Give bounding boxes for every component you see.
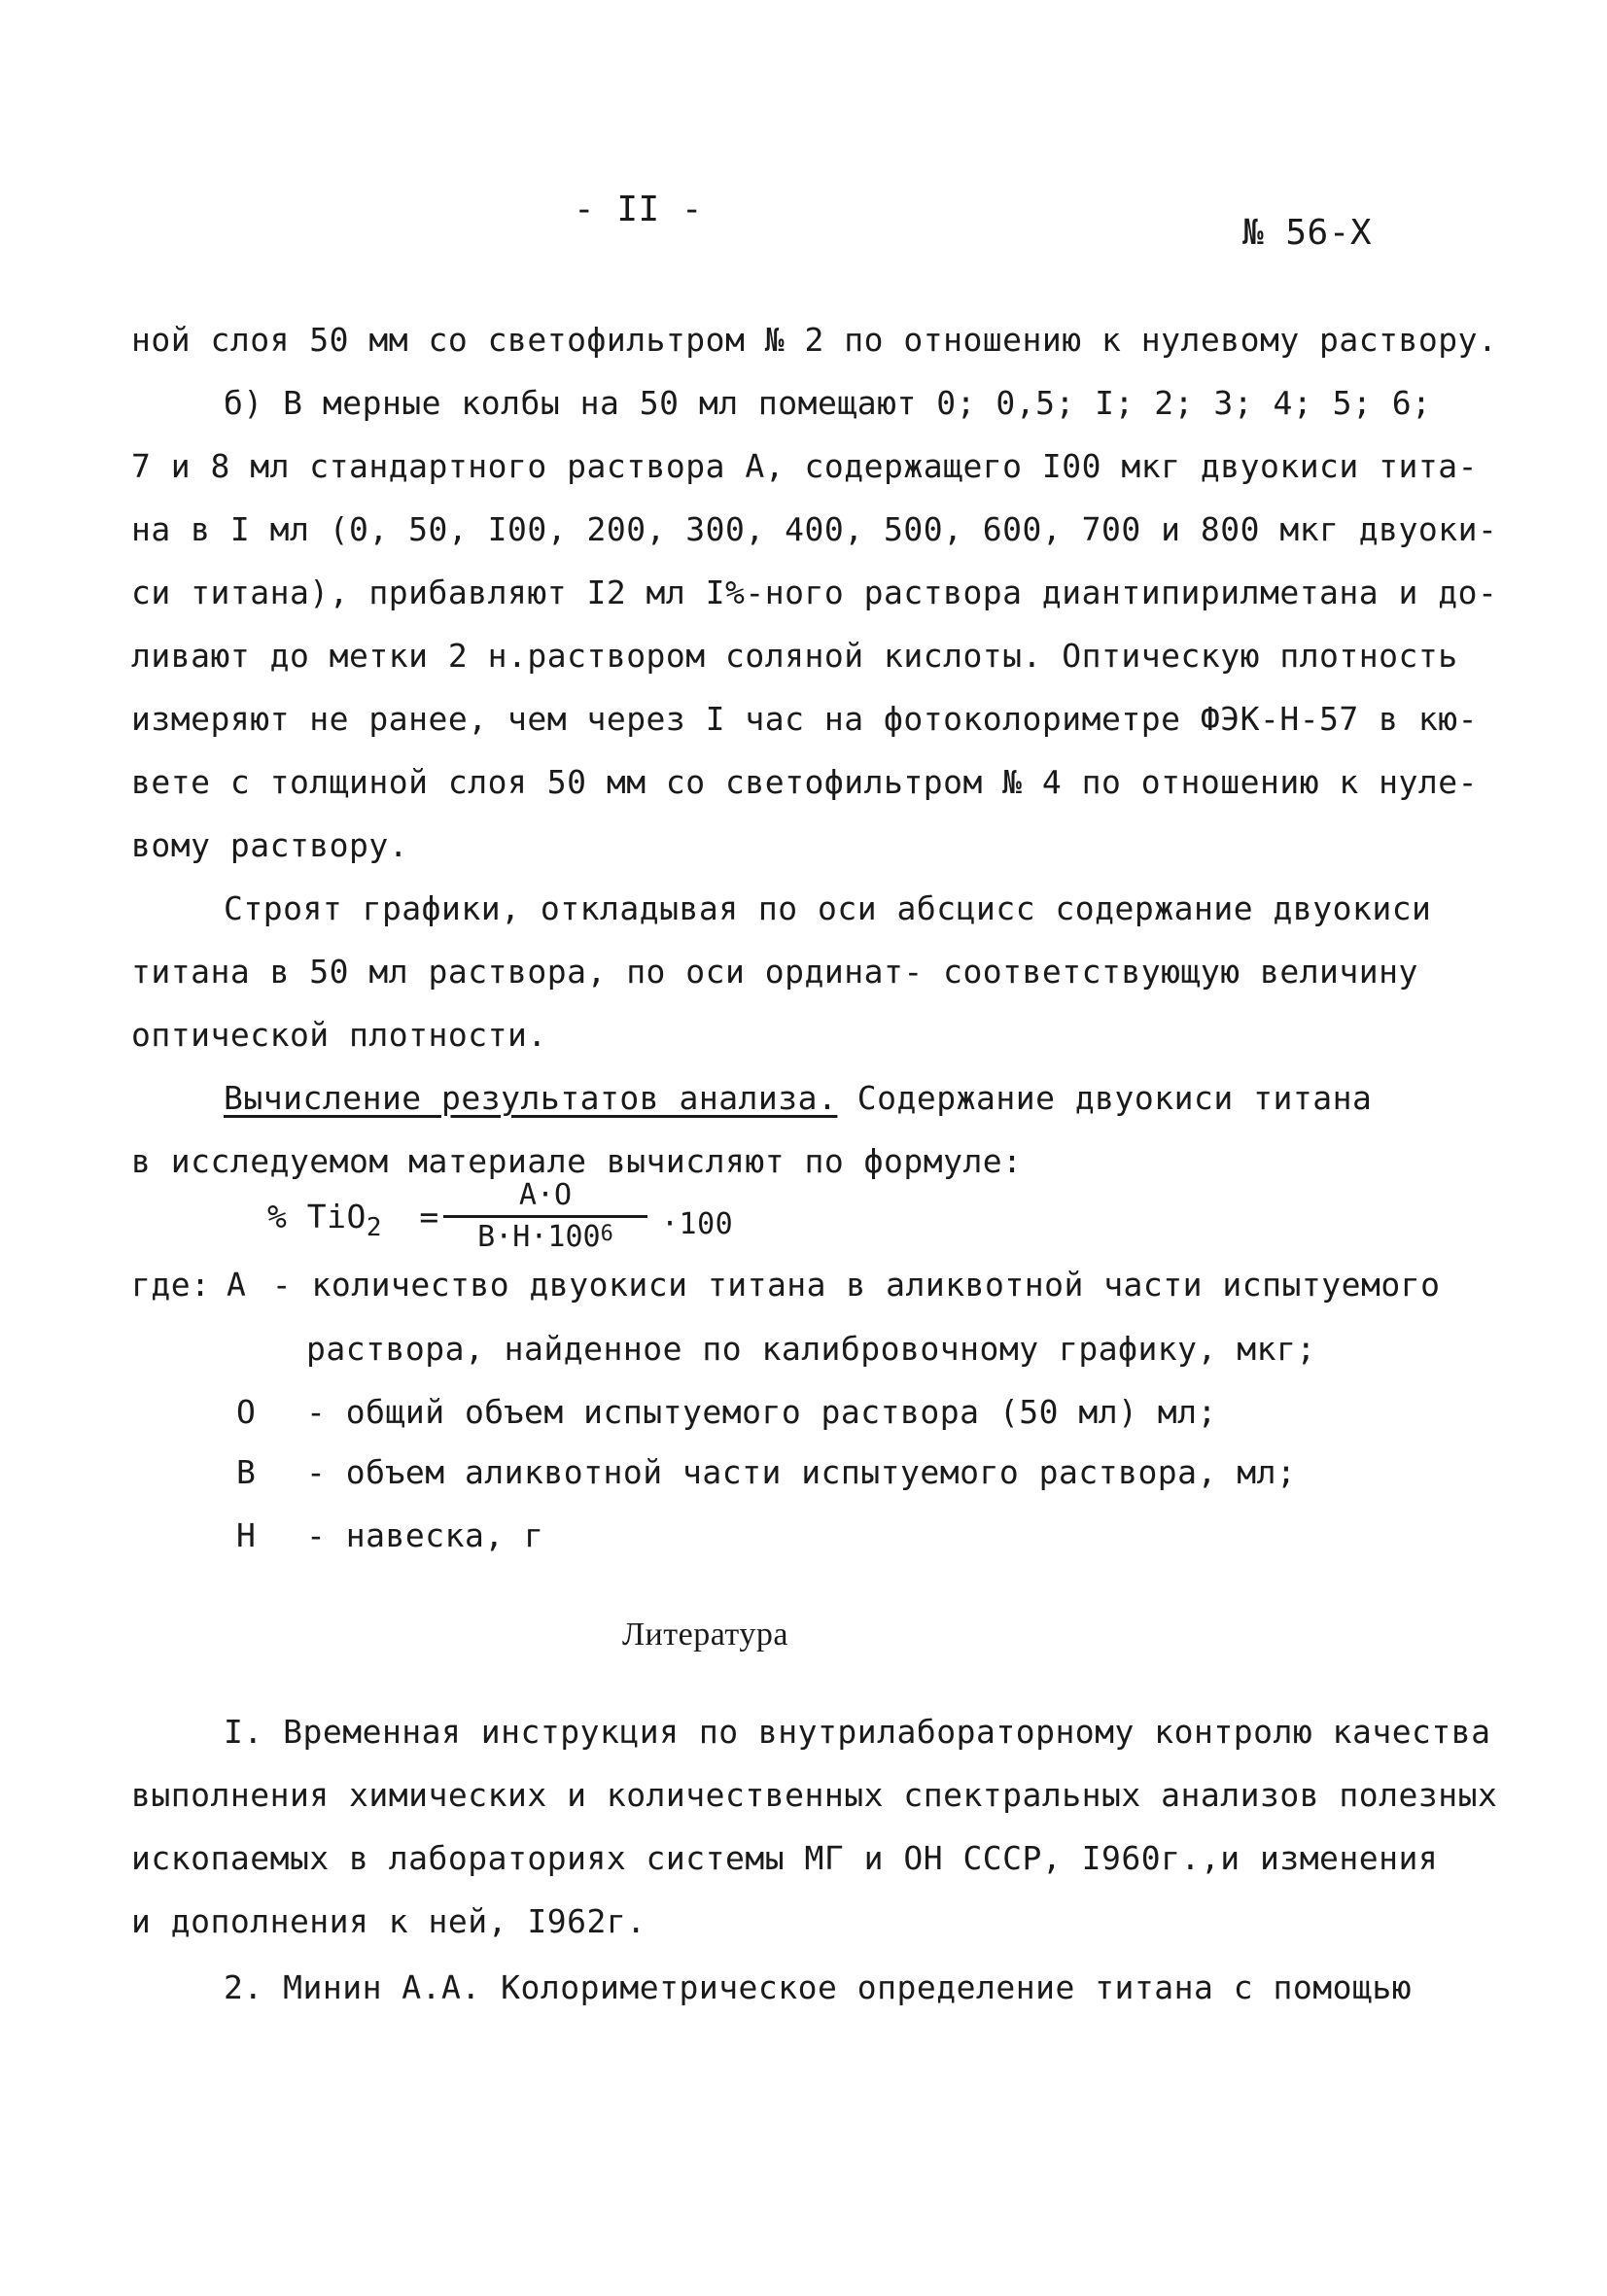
reference-line: ископаемых в лабораториях системы МГ и ОН СССР, I960г.,и изменения (131, 1839, 1439, 1877)
definition-text: - количество двуокиси титана в аликвотной части испытуемого (271, 1266, 1441, 1304)
reference-line: I. Временная инструкция по внутрилабораторному контролю качества (224, 1713, 1491, 1751)
formula-lhs-subscript: 2 (366, 1213, 382, 1242)
body-line: оптической плотности. (131, 1016, 547, 1054)
calculation-heading: Вычисление результатов анализа. (224, 1079, 838, 1117)
formula-fraction (443, 1178, 647, 1258)
formula-denominator-superscript: 6 (600, 1222, 613, 1246)
definition-text: - навеска, г (306, 1516, 544, 1554)
formula-multiplier: ·100 (661, 1207, 734, 1241)
fraction-bar (443, 1215, 647, 1218)
body-line: в исследуемом материале вычисляют по формуле: (131, 1142, 1023, 1180)
formula-denominator (443, 1220, 647, 1258)
definition-symbol: А (227, 1266, 247, 1304)
formula-lhs-text: % TiO (267, 1198, 367, 1235)
where-label: где: (131, 1266, 211, 1304)
definition-text: - объем аликвотной части испытуемого раствора, мл; (306, 1453, 1297, 1491)
body-line: б) В мерные колбы на 50 мл помещают 0; 0,5; I; 2; 3; 4; 5; 6; (224, 384, 1432, 422)
reference-line: и дополнения к ней, I962г. (131, 1902, 646, 1940)
body-line: ливают до метки 2 н.раствором соляной кислоты. Оптическую плотность (131, 637, 1458, 675)
reference-line: 2. Минин А.А. Колориметрическое определение титана с помощью (224, 1968, 1413, 2006)
reference-line: выполнения химических и количественных спектральных анализов полезных (131, 1776, 1498, 1814)
definition-item (227, 1266, 1440, 1305)
definition-text: - общий объем испытуемого раствора (50 мл) мл; (306, 1393, 1217, 1431)
body-line: измеряют не ранее, чем через I час на фотоколориметре ФЭК-Н-57 в кю- (131, 700, 1479, 738)
definition-symbol: В (236, 1453, 257, 1491)
formula-numerator: А·О (518, 1178, 573, 1212)
definition-continuation: раствора, найденное по калибровочному графику, мкг; (306, 1330, 1316, 1368)
body-line: вому раствору. (131, 826, 409, 864)
body-line: на в I мл (0, 50, I00, 200, 300, 400, 500, 600, 700 и 800 мкг двуоки- (131, 510, 1498, 548)
page-number: - II - (574, 190, 704, 229)
body-line: 7 и 8 мл стандартного раствора А, содержащего I00 мкг двуокиси тита- (131, 447, 1479, 485)
definition-symbol: Н (236, 1516, 257, 1554)
formula-equals: = (419, 1198, 439, 1235)
body-line: Строят графики, откладывая по оси абсцисс содержание двуокиси (224, 889, 1432, 927)
body-line: вете с толщиной слоя 50 мм со светофильтром № 4 по отношению к нуле- (131, 763, 1479, 801)
formula-denominator-text: В·Н·100 (477, 1220, 601, 1254)
formula-lhs (267, 1198, 439, 1242)
body-line: си титана), прибавляют I2 мл I%-ного раствора диантипирилметана и до- (131, 574, 1498, 611)
calculation-intro: Содержание двуокиси титана (837, 1079, 1373, 1117)
body-line: титана в 50 мл раствора, по оси ординат- соответствующую величину (131, 953, 1418, 991)
document-number: № 56-Х (1242, 213, 1373, 253)
definition-symbol: О (236, 1393, 257, 1431)
calculation-heading-line (224, 1079, 1372, 1118)
literature-title: Литература (622, 1617, 788, 1652)
body-line: ной слоя 50 мм со светофильтром № 2 по отношению к нулевому раствору. (131, 321, 1498, 359)
